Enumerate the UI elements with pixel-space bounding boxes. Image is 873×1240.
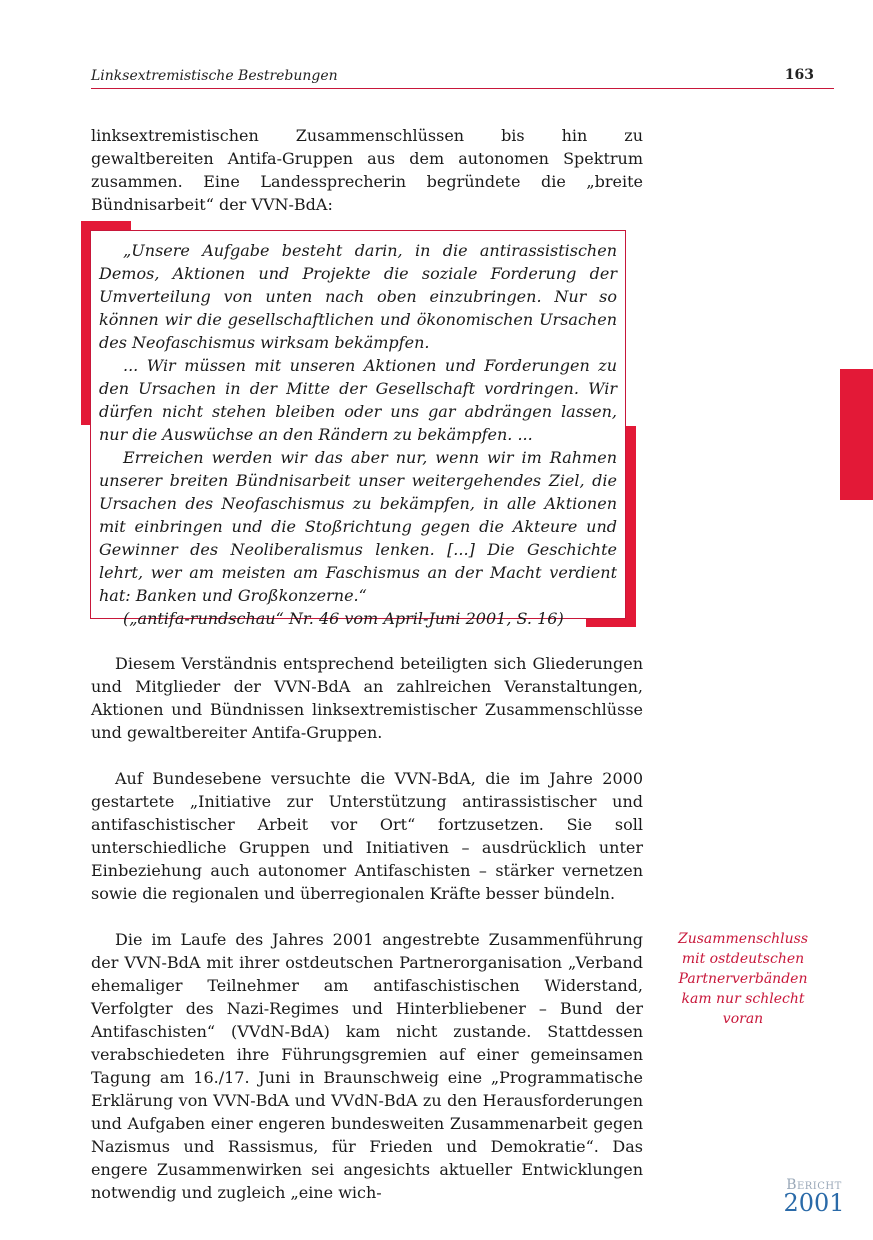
quote-source: („antifa-rundschau“ Nr. 46 vom April-Juni 2001, S. 16) xyxy=(123,609,564,628)
body-paragraph: Die im Laufe des Jahres 2001 angestrebte Zusammenführung der VVN-BdA mit ihrer ostdeutschen Partnerorganisation „Verband ehemaliger Teilnehmer am antifaschistischen Widerstand, Verfolgter des Nazi-Regimes und Hinterbliebener – Bund der Antifaschisten“ (VVdN-BdA) kam nicht zustande. Stattdessen verabschiedeten ihre Führungsgremien auf einer gemeinsamen Tagung am 16./17. Juni in Braunschweig eine „Programmatische Erklärung von VVN-BdA und VVdN-BdA zu den Herausforderungen und Aufgaben einer engeren bundesweiten Zusammenarbeit gegen Nazismus und Rassismus, für Frieden und Demokratie“. Das engere Zusammenwirken sei angesichts aktueller Entwicklungen notwendig und zugleich „eine wich- xyxy=(91,930,643,1202)
margin-note: Zusammenschluss mit ostdeutschen Partnerverbänden kam nur schlecht voran xyxy=(677,931,809,1027)
intro-paragraph: linksextremistischen Zusammenschlüssen bis hin zu gewaltbereiten Antifa-Gruppen aus dem autonomen Spektrum zusammen. Eine Landessprecherin begründete die „breite Bündnisarbeit“ der VVN-BdA: xyxy=(91,126,643,214)
quote-paragraph: Erreichen werden wir das aber nur, wenn wir im Rahmen unserer breiten Bündnisarbeit unser weitergehendes Ziel, die Ursachen des Neofaschismus zu bekämpfen, in alle Aktionen mit einbringen und die Stoßrichtung gegen die Akteure und Gewinner des Neoliberalismus lenken. [...] Die Geschichte lehrt, wer am meisten am Faschismus an der Macht verdient hat: Banken und Großkonzerne.“ xyxy=(99,448,617,605)
body-paragraph: Auf Bundesebene versuchte die VVN-BdA, die im Jahre 2000 gestartete „Initiative zur Unterstützung antirassistischer und antifaschistischer Arbeit vor Ort“ fortzusetzen. Sie soll unterschiedliche Gruppen und Initiativen – ausdrücklich unter Einbeziehung auch autonomer Antifaschisten – stärker vernetzen sowie die regionalen und überregionalen Kräfte besser bündeln. xyxy=(91,769,643,903)
quote-paragraph: ... Wir müssen mit unseren Aktionen und Forderungen zu den Ursachen in der Mitte der Gesellschaft vordringen. Wir dürfen nicht stehen bleiben oder uns gar abdrängen lassen, nur die Auswüchse an den Rändern zu bekämpfen. ... xyxy=(99,356,617,444)
body-paragraph: Diesem Verständnis entsprechend beteiligten sich Gliederungen und Mitglieder der VVN-BdA an zahlreichen Veranstaltungen, Aktionen und Bündnissen linksextremistischer Zusammenschlüsse und gewaltbereiter Antifa-Gruppen. xyxy=(91,654,643,742)
logo-year: 2001 xyxy=(783,1189,845,1217)
chapter-tab-marker xyxy=(840,369,873,500)
running-header-title: Linksextremistische Bestrebungen xyxy=(91,68,338,84)
quote-box xyxy=(90,230,626,628)
bericht-logo xyxy=(779,1177,849,1217)
running-header xyxy=(91,66,834,89)
page-number: 163 xyxy=(784,67,814,83)
logo-word: Bericht xyxy=(786,1177,842,1193)
quote-paragraph: „Unsere Aufgabe besteht darin, in die antirassistischen Demos, Aktionen und Projekte die soziale Forderung der Umverteilung von unten nach oben einzubringen. Nur so können wir die gesellschaftlichen und ökonomischen Ursachen des Neofaschismus wirksam bekämpfen. xyxy=(99,241,617,352)
